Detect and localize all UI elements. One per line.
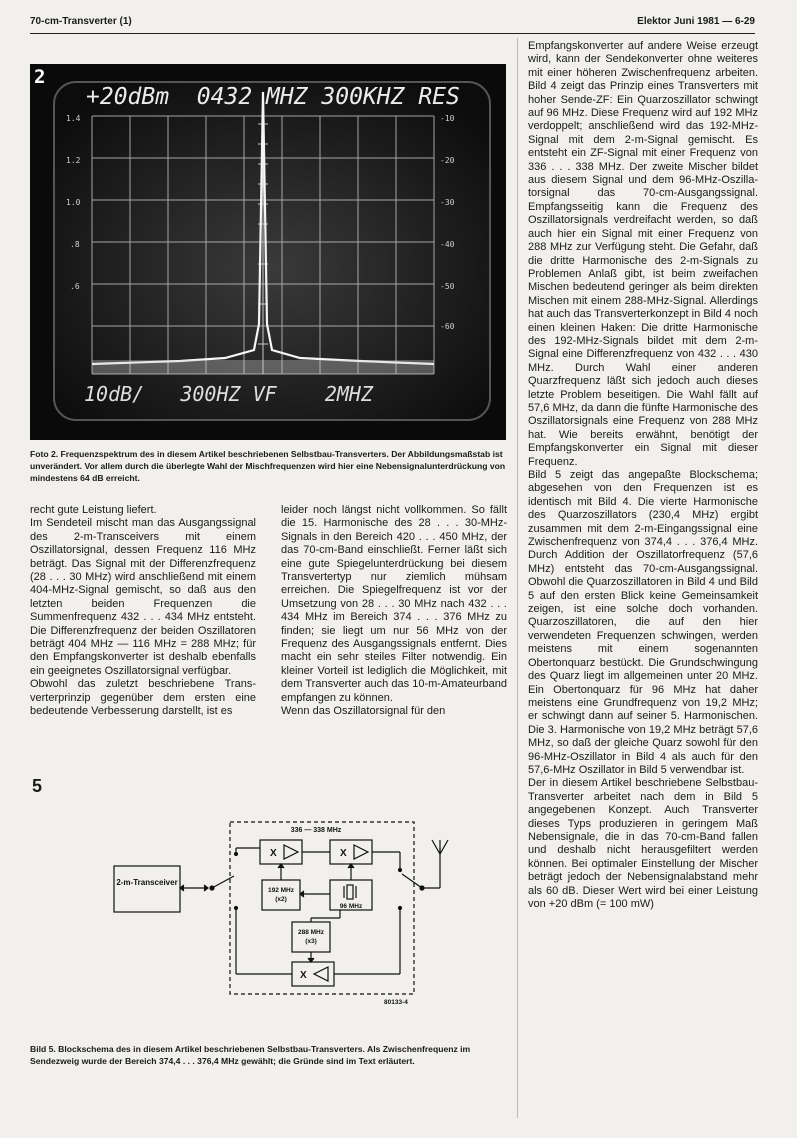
- scale-left-1: 1.2: [66, 156, 81, 165]
- scale-left-2: 1.0: [66, 198, 81, 207]
- tx-mixer-2: [330, 840, 372, 864]
- photo-caption-text: Frequenzspektrum des in diesem Artikel beschriebenen Selbstbau-Transverters. Der Abbildungsmaßstab ist unverändert. Vor allem durch die überlegte Wahl der Mischfrequenzen wird hier eine Nebensignalunterdrückung von mindestens 64 dB erreicht.: [30, 449, 506, 483]
- transceiver-label: 2-m-Transceiver: [116, 878, 178, 887]
- photo-caption-label: Foto 2.: [30, 449, 59, 459]
- figure-code: 80133-4: [384, 999, 408, 1006]
- body-column-middle: leider noch längst nicht vollkommen. So fällt die 15. Harmonische des 28 . . . 30-MHz-Signals in den Bereich 420 . . . 450 MHz, der das 70-cm-Band einschließt. Ferner läßt sich eine gute Spiegelunterdrückung bei diesem Transvertertyp nur ziemlich mühsam erreichen. Die Spiegelfrequenz ist vor der Umsetzung von 28 . . . 30 MHz nach 432 . . . 434 MHz im Bereich 374 . . . 376 MHz zu finden; sie liegt um nur 56 MHz von der Frequenz des Ausgangssignals entfernt. Dies macht ein sehr steiles Filter notwendig. Ein kleiner Vorteil ist lediglich die Möglichkeit, mit dem Transverter auch das 10-m-Amateurband empfangen zu können. Wenn das Oszillatorsignal für den: [281, 504, 507, 718]
- svg-text:X: X: [300, 970, 307, 981]
- svg-text:192 MHz(x2): 192 MHz (x2): [267, 887, 295, 903]
- header-rule: [30, 33, 755, 34]
- scale-right-5: -60: [440, 322, 455, 331]
- svg-text:X: X: [270, 848, 277, 859]
- scope-settings-readout: +20dBm 0432 MHZ 300KHZ RES: [86, 84, 460, 110]
- figure5-caption: [30, 1043, 506, 1067]
- body-column-left: recht gute Leistung liefert. Im Sendeteil mischt man das Ausgangssignal des 2-m-Transceivers mit einem Oszillatorsignal, dessen Frequenz 116 MHz beträgt. Das Signal mit der Differenzfrequenz (28 . . . 30 MHz) wird anschließend mit einem 404-MHz-Signal gemischt, so daß aus den letzten beiden Frequenzen die Summenfrequenz 432 . . . 434 MHz entsteht. Die Differenzfrequenz der beiden Oszillatoren beträgt 404 MHz — 116 MHz = 288 MHz; für den Empfangskonverter ist deshalb ebenfalls ein geeignetes Oszillatorsignal verfügbar. Obwohl das zuletzt beschriebene Transverterprinzip gegenüber dem ersten eine bedeutende Verbesserung darstellt, ist es: [30, 504, 256, 718]
- scale-right-3: -40: [440, 240, 455, 249]
- if-frequency-label: 336 — 338 MHz: [290, 827, 342, 834]
- scale-left-4: .6: [70, 282, 80, 291]
- scale-left-3: .8: [70, 240, 80, 249]
- column-fold-shadow: [517, 38, 518, 1118]
- svg-text:X: X: [340, 848, 347, 859]
- figure-number-5: 5: [32, 776, 43, 796]
- block-diagram: [112, 818, 472, 1008]
- svg-text:288 MHz(x3): 288 MHz (x3): [297, 929, 325, 945]
- tx-mixer-1: [260, 840, 302, 864]
- crystal-icon: [347, 885, 353, 899]
- figure5-caption-label: Bild 5.: [30, 1044, 56, 1054]
- noise-floor: [92, 360, 434, 374]
- figure-number-2: 2: [34, 66, 46, 88]
- scale-right-4: -50: [440, 282, 455, 291]
- running-header-issue: Elektor Juni 1981 — 6-29: [637, 16, 755, 27]
- photo-caption: [30, 448, 506, 484]
- scale-left-0: 1.4: [66, 114, 81, 123]
- doubler-block: [262, 880, 300, 910]
- figure5-caption-text: Blockschema des in diesem Artikel beschriebenen Selbstbau-Transverters. Als Zwischenfrequenz im Sendezweig wurde der Bereich 374,4 . . . 376,4 MHz gewählt; die Gründe sind im Text erläutert.: [30, 1044, 471, 1066]
- tripler-block: [292, 922, 330, 952]
- scope-scale-readout: 10dB/ 300HZ VF 2MHZ: [84, 382, 373, 406]
- svg-text:96 MHz: 96 MHz: [339, 903, 363, 910]
- spectrum-photo: [30, 64, 506, 440]
- scale-right-0: -10: [440, 114, 455, 123]
- running-header-title: 70-cm-Transverter (1): [30, 16, 132, 27]
- scale-right-2: -30: [440, 198, 455, 207]
- scale-right-1: -20: [440, 156, 455, 165]
- body-column-right: Empfangskonverter auf andere Weise erzeugt wird, kann der Sendekonverter ohne weiteres mit einer höheren Zwischenfrequenz arbeiten. Bild 4 zeigt das Prinzip eines Transverters mit hoher Sende-ZF: Ein Quarzoszillator schwingt auf 96 MHz. Diese Frequenz wird auf 192 MHz verdoppelt; anschließend wird das 192-MHz-Signal mit dem 2-m-Signal gemischt. Es entsteht ein ZF-Signal mit einer Frequenz von 336 . . . 338 MHz. Der zweite Mischer bildet aus diesem Signal und dem 96-MHz-Oszillatorsignal das 70-cm-Ausgangssignal. Empfangsseitig kann die Frequenz des Oszillatorsignals verdreifacht werden, so daß auch hier ein Signal mit einer Frequenz von 288 MHz zur Verfügung steht. Die Gefahr, daß die dritte Harmonische des 2-m-Signals zu Problemen Anlaß gibt, ist beim zweifachen Mischen bedeutend geringer als beim direkten Mischen mit einem 288-MHz-Signal. Allerdings hat auch das Transverterkonzept in Bild 4 noch einen kleinen Haken: Die dritte Harmonische des 192-MHz-Signals bildet mit dem 2-m-Signal eine Differenzfrequenz von 432 . . . 430 MHz. Durch Wahl einer anderen Quarzfrequenz läßt sich jedoch auch dieses letzte Problem beseitigen. Die Wahl fällt auf 57,6 MHz, da dann die fünfte Harmonische des Oszillatorsignals eine Frequenz von 288 MHz hat. Wie bereits erwähnt, benötigt der Empfangskonverter ein Signal mit dieser Frequenz. Bild 5 zeigt das angepaßte Blockschema; abgesehen von den Frequenzen ist es identisch mit Bild 4. Die vierte Harmonische des Quarzoszillators (230,4 MHz) ergibt zusammen mit dem 2-m-Eingangssignal eine Zwischenfrequenz von 374,4 . . . 376,4 MHz. Durch Addition der Oszillatorfrequenz (57,6 MHz) entsteht das 70-cm-Ausgangssignal. Obwohl die Quarzoszillatoren in Bild 4 und Bild 5 auf den ersten Blick keine Gemeinsamkeit zeigen, ist eine solche doch vorhanden. Quarzoszillatoren, die auf den hier verwendeten Frequenzen schwingen, werden meistens mit einem sogenannten Obertonquarz bestückt. Die Grundschwingung des Quarz liegt im allgemeinen unter 20 MHz. Ein Obertonquarz für 96 MHz hat daher meistens eine Grundfrequenz von 19,2 MHz; er schwingt dann auf seiner 5. Harmonischen. Die 3. Harmonische von 19,2 MHz beträgt 57,6 MHz, so daß der gleiche Quarz sowohl für den 96-MHz-Oszillator in Bild 4 als auch für den 57,6-MHz Oszillator in Bild 5 verwendbar ist. Der in diesem Artikel beschriebene Selbstbau-Transverter arbeitet nach dem in Bild 5 angegebenen Konzept. Auch Transverter dieses Typs produzieren in geringem Maß Nebensignale, die in das 70-cm-Band fallen und deshalb nicht herausgefiltert werden können. Bei optimaler Einstellung der Mischer beträgt jedoch der Nebensignalabstand mehr als 60 dB. Dieser Wert wird bei einer Leistung von +20 dBm (= 100 mW): [528, 40, 758, 910]
- transceiver-block: [114, 866, 180, 912]
